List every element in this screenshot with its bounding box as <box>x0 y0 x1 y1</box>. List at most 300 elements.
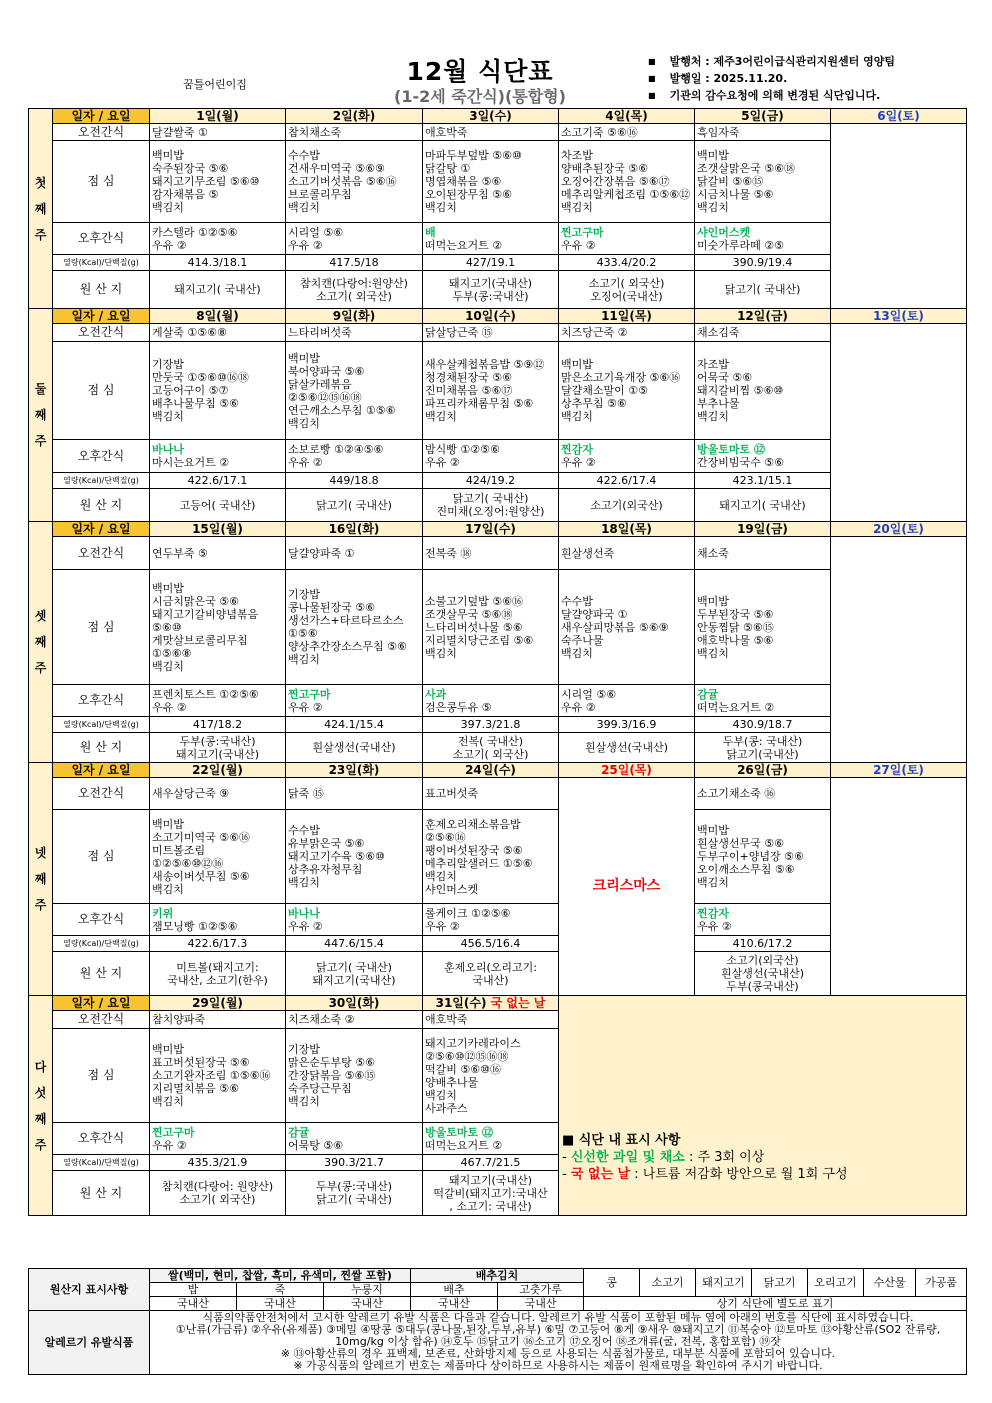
allergy-line-2: ①난류(가금류) ②우유(유제품) ③메밀 ④땅콩 ⑤대두(콩나물,된장,두부,유부) ⑥밀 ⑦고등어 ⑧게 ⑨새우 ⑩돼지고기 ⑪복숭아 ⑫토마토 ⑬아황산류(SO2 잔류량, 10mg/kg 이상 함유) ⑭호두 ⑮닭고기 ⑯소고기 ⑰오징어 ⑱조개류(굴, 전복, 홍합포함) ⑲잣 <box>175 1323 941 1348</box>
row-label-afternoon: 오후간식 <box>53 440 150 473</box>
row-label-lunch: 점 심 <box>53 810 150 904</box>
origin-col-bean: 콩 <box>584 1269 640 1297</box>
nutrition-value: 447.6/15.4 <box>286 936 423 952</box>
afternoon-snack <box>150 440 286 473</box>
publish-date: ■ 발행일 : 2025.11.20. <box>648 71 895 88</box>
row-label-origin: 원 산 지 <box>53 1171 150 1216</box>
fresh-fruit-veg: 감귤 <box>288 1125 310 1139</box>
day-date <box>286 996 423 1011</box>
afternoon-snack-text: 시리얼 ⑤⑥ 우유 ② <box>561 687 617 714</box>
week-label: 둘 째 주 <box>29 309 53 522</box>
origin-label: 원산지 표시사항 <box>29 1269 150 1311</box>
origin-col-duck: 오리고기 <box>808 1269 864 1297</box>
page-title: 12월 식단표 <box>406 57 554 86</box>
day-date-text: 12일(금) <box>737 308 788 323</box>
morning-snack: 흑임자죽 <box>695 124 831 141</box>
morning-snack: 치즈당근죽 ② <box>559 324 695 342</box>
week-3-dateRow-row <box>29 522 967 537</box>
publish-info <box>648 54 895 105</box>
lunch-menu: 수수밥 건새우미역국 ⑤⑥⑨ 소고기버섯볶음 ⑤⑥⑯ 브로콜리무침 백김치 <box>286 141 423 223</box>
origin-allergy-table <box>28 1268 967 1375</box>
nutrition-value: 422.6/17.4 <box>559 473 695 489</box>
saturday-date: 20일(토) <box>831 522 967 537</box>
day-date-text: 25일(목) <box>601 762 652 777</box>
row-label-morning: 오전간식 <box>53 1011 150 1029</box>
notes-line-1: - 신선한 과일 및 채소 : 주 3회 이상 <box>562 1150 765 1165</box>
nutrition-value: 435.3/21.9 <box>150 1155 286 1171</box>
notes-heading: ■ 식단 내 표시 사항 <box>562 1133 681 1148</box>
lunch-menu: 백미밥 숙주된장국 ⑤⑥ 돼지고기무조림 ⑤⑥⑩ 감자채볶음 ⑤ 백김치 <box>150 141 286 223</box>
display-notes <box>562 1132 848 1183</box>
lunch-menu: 소불고기덮밥 ⑤⑥⑯ 조갯살무국 ⑤⑥⑱ 느타리버섯나물 ⑤⑥ 지리멸치당근조림 ⑤⑥ 백김치 <box>423 570 559 685</box>
nutrition-value: 424.1/15.4 <box>286 717 423 733</box>
row-label-morning: 오전간식 <box>53 324 150 342</box>
origin-info: 닭고기( 국내산) 진미채(오징어:원양산) <box>423 489 559 522</box>
morning-snack: 달걀양파죽 ① <box>286 537 423 570</box>
morning-snack: 느타리버섯죽 <box>286 324 423 342</box>
day-date-text: 8일(월) <box>196 308 239 323</box>
lunch-menu: 백미밥 시금치맑은국 ⑤⑥ 돼지고기갈비양념볶음 ⑤⑥⑩ 게맛살브로콜리무침 ①⑤⑥⑧ 백김치 <box>150 570 286 685</box>
morning-snack: 참치채소죽 <box>286 124 423 141</box>
week-4-morning-row <box>29 778 967 810</box>
nutrition-value: 414.3/18.1 <box>150 255 286 271</box>
nutrition-value: 430.9/18.7 <box>695 717 831 733</box>
week-5-dateRow-row <box>29 996 967 1011</box>
row-label-afternoon: 오후간식 <box>53 685 150 717</box>
afternoon-snack <box>695 223 831 255</box>
afternoon-snack <box>559 685 695 717</box>
nutrition-value: 433.4/20.2 <box>559 255 695 271</box>
week-4-dateRow-row <box>29 763 967 778</box>
day-date <box>150 996 286 1011</box>
notes-line-2: - 국 없는 날 : 나트륨 저감화 방안으로 월 1회 구성 <box>562 1167 848 1182</box>
saturday-empty <box>831 324 967 522</box>
center-name: 꿈틀어린이집 <box>183 78 247 91</box>
afternoon-snack <box>559 223 695 255</box>
origin-info: 소고기(외국산) <box>559 489 695 522</box>
afternoon-snack <box>150 1123 286 1155</box>
week-2-morning-row <box>29 324 967 342</box>
saturday-empty <box>831 124 967 309</box>
day-date <box>559 763 695 778</box>
lunch-menu: 기장밥 콩나물된장국 ⑤⑥ 생선가스+타르타르소스 ①⑤⑥ 양상추간장소스무침 ⑤⑥ 백김치 <box>286 570 423 685</box>
origin-info: 두부(콩:국내산) 돼지고기(국내산) <box>150 733 286 763</box>
nutrition-value: 449/18.8 <box>286 473 423 489</box>
row-label-origin: 원 산 지 <box>53 952 150 996</box>
lunch-menu: 수수밥 유부맑은국 ⑤⑥ 돼지고기수육 ⑤⑥⑩ 상추유자청무침 백김치 <box>286 810 423 904</box>
origin-info: 닭고기( 국내산) 돼지고기(국내산) <box>286 952 423 996</box>
morning-snack: 연두부죽 ⑤ <box>150 537 286 570</box>
afternoon-snack <box>150 904 286 936</box>
lunch-menu: 백미밥 맑은소고기육개장 ⑤⑥⑯ 달걀채소말이 ①⑤ 상추무침 ⑤⑥ 백김치 <box>559 342 695 440</box>
day-date-text: 17일(수) <box>465 521 516 536</box>
no-soup-day-badge: 국 없는 날 <box>490 995 546 1010</box>
row-label-afternoon: 오후간식 <box>53 223 150 255</box>
origin-info: 소고기(외국산) 흰살생선(국내산) 두부(콩국내산) <box>695 952 831 996</box>
day-date <box>559 522 695 537</box>
nutrition-value: 410.6/17.2 <box>695 936 831 952</box>
day-date <box>423 522 559 537</box>
origin-col-seafood: 수산물 <box>864 1269 916 1297</box>
day-date <box>423 109 559 124</box>
afternoon-snack-text: 우유 ② <box>288 919 323 933</box>
day-date <box>150 109 286 124</box>
afternoon-snack-text: 시리얼 ⑤⑥ 우유 ② <box>288 225 344 252</box>
week-4-afternoon-row <box>29 904 967 936</box>
origin-other-note: 상기 식단에 별도로 표기 <box>584 1297 967 1311</box>
origin-col-rice: 밥 <box>150 1283 237 1297</box>
nutrition-value: 422.6/17.1 <box>150 473 286 489</box>
row-label-morning: 오전간식 <box>53 124 150 141</box>
row-label-nutrition: 열량(Kcal)/단백질(g) <box>53 255 150 271</box>
day-date <box>695 522 831 537</box>
origin-value-nurungji: 국내산 <box>324 1297 411 1311</box>
afternoon-snack-text: 검은콩두유 ⑤ <box>425 700 492 714</box>
fresh-fruit-veg: 찐고구마 <box>288 687 331 701</box>
day-date-text: 5일(금) <box>741 108 784 123</box>
week-1-origin-row <box>29 271 967 309</box>
day-date <box>423 996 559 1011</box>
origin-col-redpepper: 고춧가루 <box>498 1283 584 1297</box>
fresh-fruit-veg: 키위 <box>152 906 174 920</box>
day-date <box>695 763 831 778</box>
morning-snack: 새우살당근죽 ⑨ <box>150 778 286 810</box>
notes-fresh-text: : 주 3회 이상 <box>684 1150 765 1165</box>
week-1-morning-row <box>29 124 967 141</box>
week-label: 다 섯 째 주 <box>29 996 53 1216</box>
afternoon-snack-text: 떠먹는요거트 ② <box>425 238 503 252</box>
day-date <box>150 309 286 324</box>
afternoon-snack-text: 우유 ② <box>152 1138 187 1152</box>
afternoon-snack-text: 프렌치토스트 ①②⑤⑥ 우유 ② <box>152 687 259 714</box>
row-label-origin: 원 산 지 <box>53 489 150 522</box>
origin-info: 닭고기( 국내산) <box>695 271 831 309</box>
day-date <box>286 763 423 778</box>
day-date-text: 22일(월) <box>192 762 243 777</box>
row-label-date_day: 일자 / 요일 <box>53 763 150 778</box>
allergy-label: 알레르기 유발식품 <box>29 1311 150 1375</box>
origin-info: 고등어( 국내산) <box>150 489 286 522</box>
origin-info: 흰살생선(국내산) <box>286 733 423 763</box>
kimchi-group: 배추김치 <box>411 1269 584 1283</box>
nutrition-value: 399.3/16.9 <box>559 717 695 733</box>
row-label-date_day: 일자 / 요일 <box>53 109 150 124</box>
week-3-morning-row <box>29 537 967 570</box>
row-label-nutrition: 열량(Kcal)/단백질(g) <box>53 717 150 733</box>
notes-nosoup-text: : 나트륨 저감화 방안으로 월 1회 구성 <box>630 1167 848 1182</box>
morning-snack: 달걀쌀죽 ① <box>150 124 286 141</box>
day-date <box>423 763 559 778</box>
afternoon-snack <box>286 440 423 473</box>
afternoon-snack-text: 떠먹는요거트 ② <box>697 700 775 714</box>
afternoon-snack-text: 롤케이크 ①②⑤⑥ 우유 ② <box>425 906 511 933</box>
lunch-menu: 기장밥 맑은순두부탕 ⑤⑥ 간장닭볶음 ⑤⑥⑮ 숙주당근무침 백김치 <box>286 1029 423 1123</box>
afternoon-snack-text: 잼모닝빵 ①②⑤⑥ <box>152 919 238 933</box>
afternoon-snack <box>150 685 286 717</box>
origin-col-processed: 가공품 <box>916 1269 967 1297</box>
fresh-fruit-veg: 사과 <box>425 687 447 701</box>
row-label-lunch: 점 심 <box>53 342 150 440</box>
lunch-menu: 백미밥 흰살생선무국 ⑤⑥ 두부구이+양념장 ⑤⑥ 오이깨소스무침 ⑤⑥ 백김치 <box>695 810 831 904</box>
day-date-text: 11일(목) <box>601 308 652 323</box>
origin-info: 돼지고기( 국내산) <box>695 489 831 522</box>
fresh-fruit-veg: 바나나 <box>288 906 320 920</box>
nutrition-value: 427/19.1 <box>423 255 559 271</box>
day-date <box>150 522 286 537</box>
week-2-origin-row <box>29 489 967 522</box>
day-date <box>559 109 695 124</box>
origin-info: 참치캔(다랑어: 원양산) 소고기( 외국산) <box>150 1171 286 1216</box>
lunch-menu: 백미밥 두부된장국 ⑤⑥ 안동찜닭 ⑤⑥⑮ 애호박나물 ⑤⑥ 백김치 <box>695 570 831 685</box>
morning-snack: 전복죽 ⑱ <box>423 537 559 570</box>
afternoon-snack <box>695 440 831 473</box>
morning-snack: 채소죽 <box>695 537 831 570</box>
allergy-line-3: ※ ⑬아황산류의 경우 표백제, 보존료, 산화방지제 등으로 사용되는 식품첨가물로, 대부분 식품에 포함되어 있습니다. <box>280 1347 836 1360</box>
day-date <box>286 109 423 124</box>
afternoon-snack-text: 떠먹는요거트 ② <box>425 1138 503 1152</box>
afternoon-snack <box>423 904 559 936</box>
fresh-fruit-veg: 방울토마토 ⑫ <box>425 1125 493 1139</box>
nutrition-value: 423.1/15.1 <box>695 473 831 489</box>
row-label-nutrition: 열량(Kcal)/단백질(g) <box>53 936 150 952</box>
nutrition-value: 467.7/21.5 <box>423 1155 559 1171</box>
week-label: 넷 째 주 <box>29 763 53 996</box>
origin-info: 훈제오리(오리고기: 국내산) <box>423 952 559 996</box>
origin-info: 두부(콩: 국내산) 닭고기(국내산) <box>695 733 831 763</box>
week-label: 첫 째 주 <box>29 109 53 309</box>
nutrition-value: 422.6/17.3 <box>150 936 286 952</box>
afternoon-snack <box>286 685 423 717</box>
afternoon-snack-text: 미숫가루라떼 ②⑤ <box>697 238 784 252</box>
fresh-fruit-veg: 찐고구마 <box>561 225 604 239</box>
origin-info: 전복( 국내산) 소고기( 외국산) <box>423 733 559 763</box>
afternoon-snack <box>423 223 559 255</box>
week-label: 셋 째 주 <box>29 522 53 763</box>
day-date-text: 18일(목) <box>601 521 652 536</box>
day-date-text: 23일(화) <box>328 762 380 777</box>
morning-snack: 표고버섯죽 <box>423 778 559 810</box>
week-1-nutrition-row <box>29 255 967 271</box>
allergy-line-4: ※ 가공식품의 알레르기 번호는 제품마다 상이하므로 사용하시는 제품이 원재료명을 확인하여 주시기 바랍니다. <box>293 1359 823 1372</box>
origin-info: 닭고기( 국내산) <box>286 489 423 522</box>
lunch-menu: 훈제오리채소볶음밥 ②⑤⑥⑯ 팽이버섯된장국 ⑤⑥ 메추리알샐러드 ①⑤⑥ 백김치 샤인머스켓 <box>423 810 559 904</box>
origin-value-redpepper: 국내산 <box>498 1297 584 1311</box>
week-3-afternoon-row <box>29 685 967 717</box>
day-date <box>286 309 423 324</box>
lunch-menu: 새우살케첩볶음밥 ⑤⑨⑫ 청경채된장국 ⑤⑥ 진미채볶음 ⑤⑥⑰ 파프리카채롬무침 ⑤⑥ 백김치 <box>423 342 559 440</box>
week-1-dateRow-row <box>29 109 967 124</box>
origin-info: 소고기( 외국산) 오징어(국내산) <box>559 271 695 309</box>
change-note: ■ 기관의 감수요청에 의해 변경된 식단입니다. <box>648 88 895 105</box>
afternoon-snack-text: 우유 ② <box>288 700 323 714</box>
menu-table <box>28 108 967 1216</box>
row-label-afternoon: 오후간식 <box>53 904 150 936</box>
origin-info: 흰살생선(국내산) <box>559 733 695 763</box>
week-4-nutrition-row <box>29 936 967 952</box>
morning-snack: 소고기죽 ⑤⑥⑯ <box>559 124 695 141</box>
origin-value-cabbage: 국내산 <box>411 1297 498 1311</box>
saturday-date: 27일(토) <box>831 763 967 778</box>
row-label-origin: 원 산 지 <box>53 733 150 763</box>
origin-col-beef: 소고기 <box>640 1269 696 1297</box>
allergy-line-1: 식품의약품안전처에서 고시한 알레르기 유발 식품은 다음과 같습니다. 알레르기 유발 식품이 포함된 메뉴 옆에 아래의 번호를 식단에 표시하였습니다. <box>202 1311 914 1324</box>
fresh-fruit-veg: 찐고구마 <box>152 1125 195 1139</box>
day-date-text: 24일(수) <box>465 762 516 777</box>
afternoon-snack <box>286 1123 423 1155</box>
row-label-lunch: 점 심 <box>53 570 150 685</box>
afternoon-snack-text: 소보로빵 ①②④⑤⑥ 우유 ② <box>288 443 384 469</box>
day-date-text: 26일(금) <box>737 762 788 777</box>
row-label-morning: 오전간식 <box>53 537 150 570</box>
nutrition-value: 456.5/16.4 <box>423 936 559 952</box>
day-date <box>150 763 286 778</box>
morning-snack: 참치양파죽 <box>150 1011 286 1029</box>
rice-group: 쌀(백미, 현미, 찹쌀, 흑미, 유색미, 찐쌀 포함) <box>150 1269 411 1283</box>
morning-snack: 치즈채소죽 ② <box>286 1011 423 1029</box>
row-label-nutrition: 열량(Kcal)/단백질(g) <box>53 473 150 489</box>
row-label-lunch: 점 심 <box>53 141 150 223</box>
holiday-label: 크리스마스 <box>559 778 695 996</box>
fresh-fruit-veg: 찐감자 <box>697 906 729 920</box>
origin-col-nurungji: 누룽지 <box>324 1283 411 1297</box>
origin-info: 돼지고기(국내산) 떡갈비(돼지고기:국내산 , 소고기: 국내산) <box>423 1171 559 1216</box>
origin-info: 두부(콩:국내산) 닭고기( 국내산) <box>286 1171 423 1216</box>
day-date <box>559 309 695 324</box>
lunch-menu: 차조밥 양배추된장국 ⑤⑥ 오징어간장볶음 ⑤⑥⑰ 메추리알케첩조림 ①⑤⑥⑫ 백김치 <box>559 141 695 223</box>
origin-col-cabbage: 배추 <box>411 1283 498 1297</box>
lunch-menu: 백미밥 표고버섯된장국 ⑤⑥ 소고기완자조림 ①⑤⑥⑯ 지리멸치볶음 ⑤⑥ 백김치 <box>150 1029 286 1123</box>
fresh-fruit-veg: 바나나 <box>152 443 184 456</box>
lunch-menu: 백미밥 북어양파국 ⑤⑥ 닭살카레볶음 ②⑤⑥⑫⑮⑯⑱ 연근깨소스무침 ①⑤⑥ 백김치 <box>286 342 423 440</box>
origin-info: 돼지고기( 국내산) <box>150 271 286 309</box>
fresh-fruit-veg: 배 <box>425 225 436 239</box>
nutrition-value: 397.3/21.8 <box>423 717 559 733</box>
week-1-lunch-row <box>29 141 967 223</box>
week-4-origin-row <box>29 952 967 996</box>
lunch-menu: 백미밥 조갯살맑은국 ⑤⑥⑱ 닭갈비 ⑤⑥⑮ 시금치나물 ⑤⑥ 백김치 <box>695 141 831 223</box>
afternoon-snack-text: 간장비빔국수 ⑤⑥ <box>697 456 784 469</box>
afternoon-snack-text: 카스텔라 ①②⑤⑥ 우유 ② <box>152 225 238 252</box>
week-3-nutrition-row <box>29 717 967 733</box>
row-label-date_day: 일자 / 요일 <box>53 309 150 324</box>
origin-col-porridge: 죽 <box>237 1283 324 1297</box>
origin-value-rice: 국내산 <box>150 1297 237 1311</box>
day-date-text: 30일(화) <box>328 995 380 1010</box>
morning-snack: 애호박죽 <box>423 124 559 141</box>
lunch-menu: 백미밥 소고기미역국 ⑤⑥⑯ 미트볼조림 ①②⑤⑥⑩⑫⑯ 새송이버섯무침 ⑤⑥ 백김치 <box>150 810 286 904</box>
lunch-menu: 마파두부덮밥 ⑤⑥⑩ 닭갈탕 ① 명엽채볶음 ⑤⑥ 오이된장무침 ⑤⑥ 백김치 <box>423 141 559 223</box>
origin-info: 참치캔(다랑어:원양산) 소고기( 외국산) <box>286 271 423 309</box>
week-2-lunch-row <box>29 342 967 440</box>
page-header <box>0 0 992 108</box>
row-label-nutrition: 열량(Kcal)/단백질(g) <box>53 1155 150 1171</box>
allergy-text <box>150 1311 967 1375</box>
day-date-text: 16일(화) <box>328 521 380 536</box>
lunch-menu: 수수밥 달걀양파국 ① 새우살피망볶음 ⑤⑥⑨ 숙주나물 백김치 <box>559 570 695 685</box>
fresh-fruit-veg: 샤인머스켓 <box>697 225 751 239</box>
nutrition-value: 424/19.2 <box>423 473 559 489</box>
publisher: ■ 발행처 : 제주3어린이급식관리지원센터 영양팀 <box>648 54 895 71</box>
afternoon-snack <box>695 904 831 936</box>
day-date-text: 29일(월) <box>192 995 243 1010</box>
afternoon-snack <box>423 1123 559 1155</box>
page-subtitle: (1-2세 죽간식)(통합형) <box>394 87 566 106</box>
week-3-origin-row <box>29 733 967 763</box>
saturday-empty <box>831 778 967 996</box>
afternoon-snack-text: 우유 ② <box>561 238 596 252</box>
day-date <box>423 309 559 324</box>
afternoon-snack-text: 밤식빵 ①②⑤⑥ 우유 ② <box>425 443 500 469</box>
day-date-text: 3일(수) <box>469 108 512 123</box>
afternoon-snack <box>286 904 423 936</box>
origin-info: 미트볼(돼지고기: 국내산, 소고기(한우) <box>150 952 286 996</box>
afternoon-snack <box>286 223 423 255</box>
morning-snack: 애호박죽 <box>423 1011 559 1029</box>
day-date-text: 31일(수) <box>435 995 487 1010</box>
afternoon-snack <box>559 440 695 473</box>
fresh-fruit-veg: 감귤 <box>697 687 719 701</box>
origin-value-porridge: 국내산 <box>237 1297 324 1311</box>
lunch-menu: 돼지고기카레라이스 ②⑤⑥⑩⑫⑮⑯⑱ 떡갈비 ⑤⑥⑩⑯ 양배추나물 백김치 사과주스 <box>423 1029 559 1123</box>
morning-snack: 흰살생선죽 <box>559 537 695 570</box>
origin-col-chicken: 닭고기 <box>752 1269 808 1297</box>
lunch-menu: 기장밥 만둣국 ①⑤⑥⑩⑯⑱ 고등어구이 ⑤⑦ 배추나물무침 ⑤⑥ 백김치 <box>150 342 286 440</box>
afternoon-snack <box>695 685 831 717</box>
day-date-text: 2일(화) <box>332 108 376 123</box>
day-date-text: 19일(금) <box>737 521 788 536</box>
nutrition-value: 417.5/18 <box>286 255 423 271</box>
afternoon-snack <box>423 440 559 473</box>
day-date-text: 4일(목) <box>605 108 648 123</box>
row-label-morning: 오전간식 <box>53 778 150 810</box>
row-label-date_day: 일자 / 요일 <box>53 996 150 1011</box>
morning-snack: 소고기채소죽 ⑯ <box>695 778 831 810</box>
day-date <box>286 522 423 537</box>
saturday-date: 13일(토) <box>831 309 967 324</box>
afternoon-snack-text: 어묵탕 ⑤⑥ <box>288 1138 344 1152</box>
row-label-origin: 원 산 지 <box>53 271 150 309</box>
nutrition-value: 417/18.2 <box>150 717 286 733</box>
day-date-text: 9일(화) <box>332 308 376 323</box>
origin-info: 돼지고기(국내산) 두부(콩:국내산) <box>423 271 559 309</box>
row-label-lunch: 점 심 <box>53 1029 150 1123</box>
day-date-text: 15일(월) <box>192 521 243 536</box>
row-label-date_day: 일자 / 요일 <box>53 522 150 537</box>
morning-snack: 닭죽 ⑮ <box>286 778 423 810</box>
fresh-fruit-veg: 방울토마토 ⑫ <box>697 443 765 456</box>
row-label-afternoon: 오후간식 <box>53 1123 150 1155</box>
week-3-lunch-row <box>29 570 967 685</box>
day-date <box>695 109 831 124</box>
afternoon-snack-text: 우유 ② <box>697 919 732 933</box>
day-date-text: 10일(수) <box>465 308 516 323</box>
week-2-afternoon-row <box>29 440 967 473</box>
week-2-nutrition-row <box>29 473 967 489</box>
week-1-afternoon-row <box>29 223 967 255</box>
afternoon-snack <box>423 685 559 717</box>
afternoon-snack-text: 마시는요거트 ② <box>152 456 230 469</box>
day-date <box>695 309 831 324</box>
saturday-date: 6일(토) <box>831 109 967 124</box>
lunch-menu: 자조밥 어묵국 ⑤⑥ 돼지갈비찜 ⑤⑥⑩ 부추나물 백김치 <box>695 342 831 440</box>
notes-fresh-label: 신선한 과일 및 채소 <box>570 1150 685 1165</box>
morning-snack: 닭살당근죽 ⑮ <box>423 324 559 342</box>
morning-snack: 채소김죽 <box>695 324 831 342</box>
week-2-dateRow-row <box>29 309 967 324</box>
fresh-fruit-veg: 찐감자 <box>561 443 593 456</box>
nutrition-value: 390.9/19.4 <box>695 255 831 271</box>
afternoon-snack-text: 우유 ② <box>561 456 596 469</box>
